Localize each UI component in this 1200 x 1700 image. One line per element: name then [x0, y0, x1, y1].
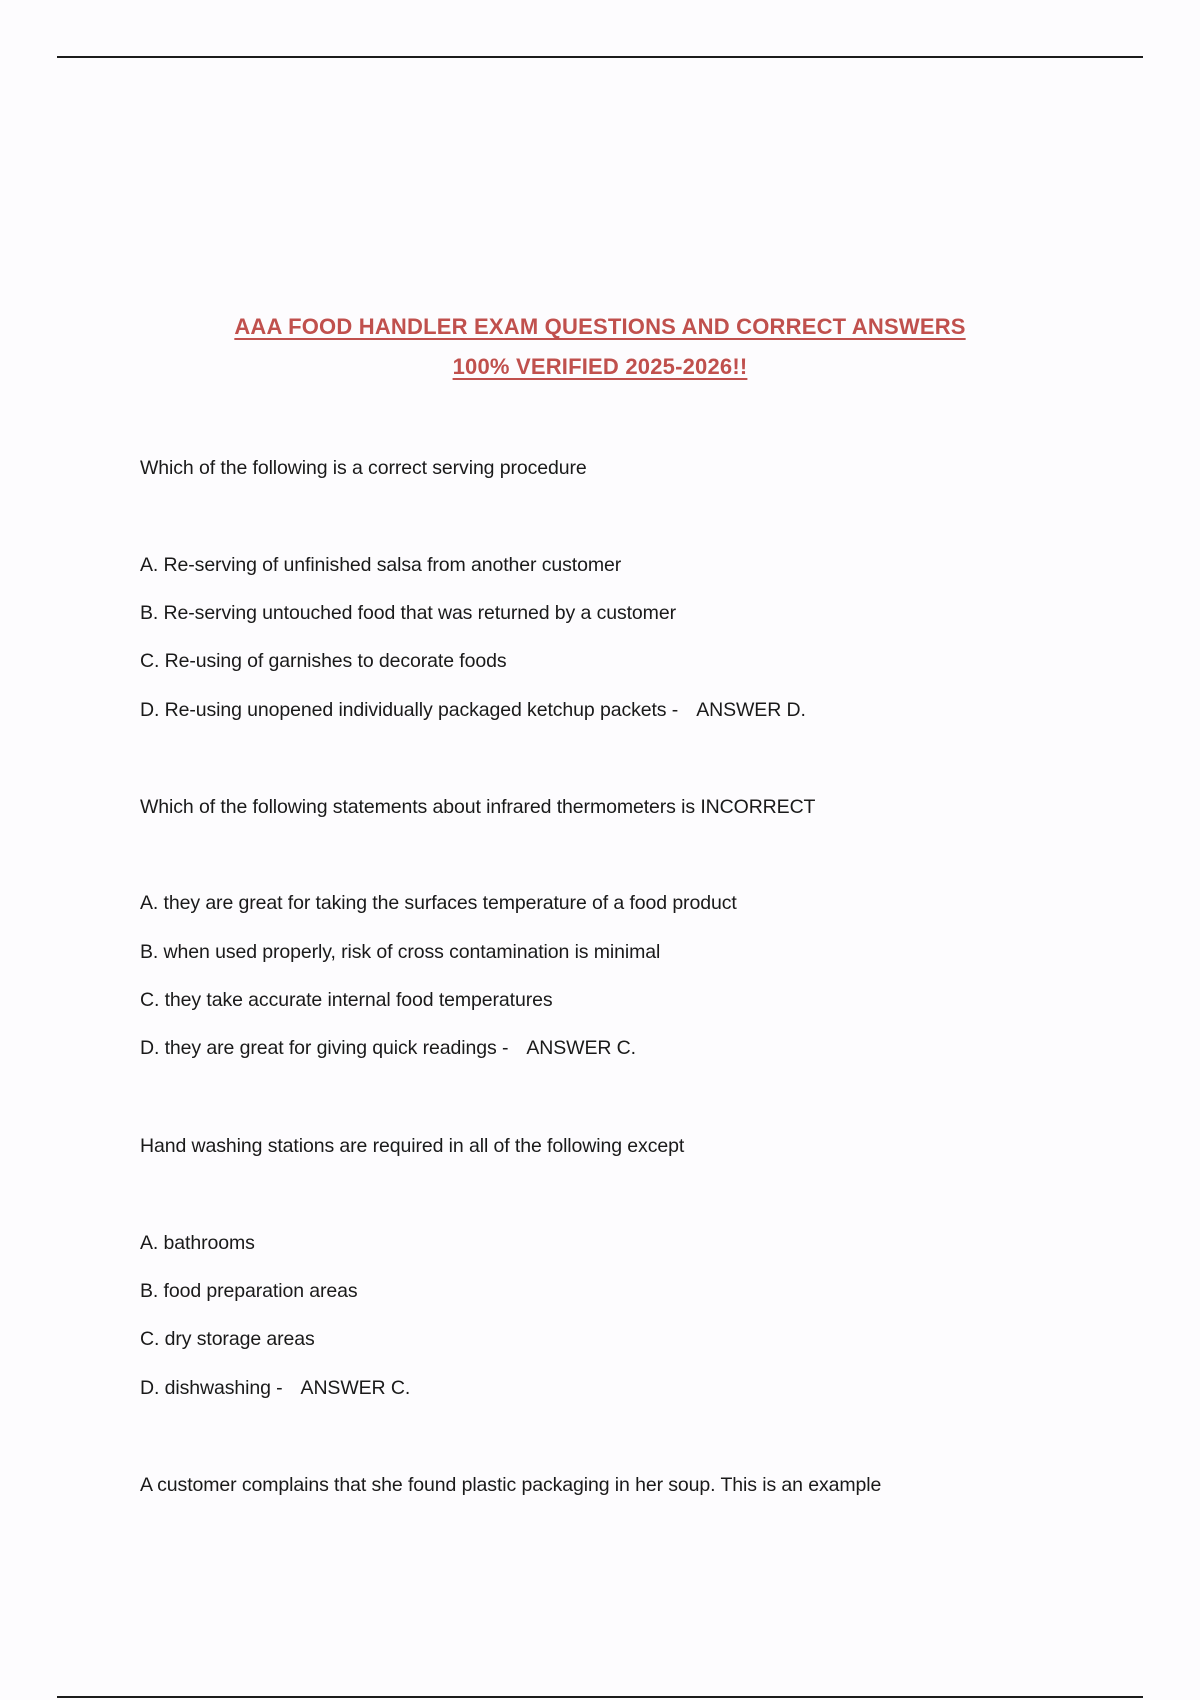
question-3-option-b: B. food preparation areas	[140, 1280, 358, 1302]
question-2-answer: ANSWER C.	[526, 1037, 636, 1059]
question-3-answer: ANSWER C.	[300, 1377, 411, 1399]
question-1-answer: ANSWER D.	[696, 699, 806, 721]
document-title-line-1: AAA FOOD HANDLER EXAM QUESTIONS AND CORRECT ANSWERS	[234, 314, 966, 339]
question-1-option-a: A. Re-serving of unfinished salsa from another customer	[140, 554, 622, 576]
question-1-option-b: B. Re-serving untouched food that was returned by a customer	[140, 602, 676, 624]
question-3-option-d: D. dishwashing -	[140, 1377, 283, 1399]
question-3-option-c: C. dry storage areas	[140, 1328, 315, 1350]
question-4: A customer complains that she found plastic packaging in her soup. This is an example	[140, 1474, 882, 1496]
question-2-option-d-row	[140, 1037, 636, 1060]
question-2-option-c: C. they take accurate internal food temperatures	[140, 989, 553, 1011]
question-2-option-d: D. they are great for giving quick readings -	[140, 1037, 509, 1059]
question-3-option-d-row	[140, 1377, 410, 1400]
question-2-option-a: A. they are great for taking the surfaces temperature of a food product	[140, 892, 737, 914]
question-3-option-a: A. bathrooms	[140, 1232, 255, 1254]
question-2-option-b: B. when used properly, risk of cross contamination is minimal	[140, 941, 661, 963]
question-3: Hand washing stations are required in all of the following except	[140, 1135, 685, 1157]
question-1: Which of the following is a correct serving procedure	[140, 457, 587, 479]
question-1-option-d-row	[140, 699, 806, 722]
question-2: Which of the following statements about infrared thermometers is INCORRECT	[140, 796, 816, 818]
question-1-option-d: D. Re-using unopened individually packaged ketchup packets -	[140, 699, 679, 721]
bottom-rule	[57, 1696, 1143, 1698]
top-rule	[57, 56, 1143, 58]
question-1-option-c: C. Re-using of garnishes to decorate foods	[140, 650, 507, 672]
document-title-line-2: 100% VERIFIED 2025-2026!!	[452, 354, 748, 379]
